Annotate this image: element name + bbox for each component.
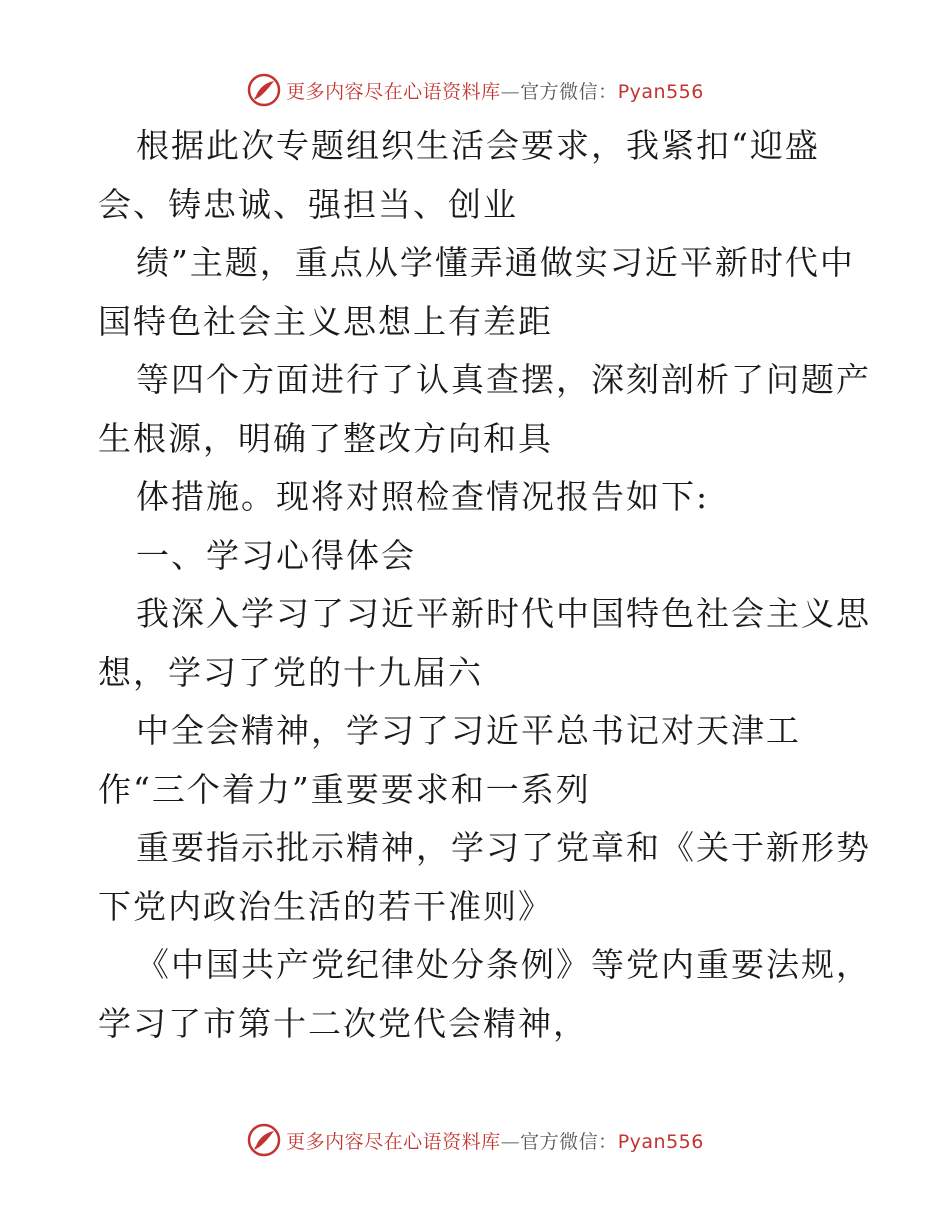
paragraph-line: 国特色社会主义思想上有差距 bbox=[98, 301, 553, 341]
paragraph-line: 《中国共产党纪律处分条例》等党内重要法规， bbox=[136, 945, 871, 984]
paragraph-line: 学习了市第十二次党代会精神， bbox=[98, 1003, 588, 1043]
section-heading: 一、学习心得体会 bbox=[136, 535, 416, 575]
paragraph-line: 生根源，明确了整改方向和具 bbox=[98, 418, 553, 458]
paragraph-line: 重要指示批示精神，学习了党章和《关于新形势 bbox=[136, 828, 871, 867]
pen-logo-icon bbox=[246, 72, 282, 108]
paragraph-line: 体措施。现将对照检查情况报告如下: bbox=[136, 477, 710, 516]
watermark-dash: — bbox=[500, 80, 521, 103]
paragraph-line: 会、铸忠诚、强担当、创业 bbox=[98, 184, 518, 224]
watermark-id: Pyan556 bbox=[617, 1130, 704, 1153]
watermark-dash: — bbox=[500, 1130, 521, 1153]
paragraph-line: 作“三个着力”重要要求和一系列 bbox=[98, 769, 591, 809]
pen-logo-icon bbox=[246, 1122, 282, 1158]
watermark-label: 官方微信： bbox=[520, 80, 618, 103]
paragraph-line: 等四个方面进行了认真查摆，深刻剖析了问题产 bbox=[136, 360, 871, 399]
paragraph-line: 中全会精神，学习了习近平总书记对天津工 bbox=[136, 711, 801, 750]
paragraph-line: 根据此次专题组织生活会要求，我紧扣“迎盛 bbox=[136, 126, 820, 165]
paragraph-line: 想，学习了党的十九届六 bbox=[98, 652, 483, 692]
watermark-main: 更多内容尽在心语资料库 bbox=[286, 1130, 501, 1153]
watermark-id: Pyan556 bbox=[617, 80, 704, 103]
watermark-text bbox=[286, 77, 704, 104]
paragraph-line: 下党内政治生活的若干准则》 bbox=[98, 886, 553, 926]
watermark-label: 官方微信： bbox=[520, 1130, 618, 1153]
paragraph-line: 我深入学习了习近平新时代中国特色社会主义思 bbox=[136, 594, 871, 633]
document-body bbox=[98, 117, 871, 1053]
watermark-main: 更多内容尽在心语资料库 bbox=[286, 80, 501, 103]
watermark-text bbox=[286, 1127, 704, 1154]
footer-watermark bbox=[0, 1120, 950, 1160]
paragraph-line: 绩”主题，重点从学懂弄通做实习近平新时代中 bbox=[136, 243, 855, 282]
header-watermark bbox=[0, 70, 950, 110]
